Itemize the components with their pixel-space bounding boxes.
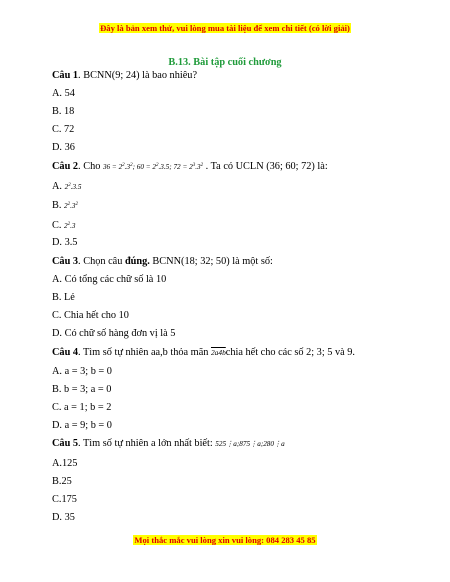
section-title: B.13. Bài tập cuối chương: [168, 57, 282, 68]
q4-option-d: D. a = 9; b = 0: [52, 420, 112, 431]
q1-option-d: D. 36: [52, 142, 75, 153]
q2-option-c: C. $2^2.3$: [52, 220, 76, 231]
question-1: Câu 1. BCNN(9; 24) là bao nhiêu?: [52, 70, 198, 81]
q5-option-d: D. 35: [52, 512, 75, 523]
q3-option-d: D. Có chữ số hàng đơn vị là 5: [52, 328, 176, 339]
preview-notice-banner: Đây là bản xem thử, vui lòng mua tài liệu để xem chi tiết (có lời giải): [100, 23, 350, 33]
question-3: Câu 3. Chọn câu đúng. BCNN(18; 32; 50) là một số:: [52, 256, 273, 267]
q4-number-overline: 2a4b: [210, 348, 226, 357]
question-5: Câu 5. Tìm số tự nhiên a lớn nhất biết: 525⋮a;875⋮a;280⋮a: [52, 438, 285, 449]
q4-option-a: A. a = 3; b = 0: [52, 366, 112, 377]
q3-option-b: B. Lẻ: [52, 292, 75, 303]
q2-formula: $36 = 2^2.3^2$; $60 = 2^2.3.5$; $72 = 2^3.3^2$: [102, 163, 204, 171]
q2-option-d: D. 3.5: [52, 237, 78, 248]
q2-option-b: B. $2^2.3^2$: [52, 200, 79, 211]
q1-option-a: A. 54: [52, 88, 75, 99]
q1-option-c: C. 72: [52, 124, 75, 135]
q5-option-a: A.125: [52, 458, 78, 469]
contact-banner: Mọi thắc mắc vui lòng xin vui lòng: 084 283 45 85: [134, 535, 316, 545]
question-4: Câu 4. Tìm số tự nhiên aa,b thỏa mãn 2a4bchia hết cho các số 2; 3; 5 và 9.: [52, 347, 356, 358]
q2-option-a: A. $2^2.3.5$: [52, 181, 82, 192]
q5-formula: 525⋮a;875⋮a;280⋮a: [215, 440, 285, 448]
question-2: Câu 2. Cho $36 = 2^2.3^2$; $60 = 2^2.3.5$; $72 = 2^3.3^2$ . Ta có UCLN (36; 60; 72) là:: [52, 161, 328, 172]
q1-option-b: B. 18: [52, 106, 75, 117]
q4-option-b: B. b = 3; a = 0: [52, 384, 112, 395]
q5-option-c: C.175: [52, 494, 77, 505]
q5-option-b: B.25: [52, 476, 72, 487]
q4-option-c: C. a = 1; b = 2: [52, 402, 112, 413]
q3-option-a: A. Có tổng các chữ số là 10: [52, 274, 167, 285]
q3-option-c: C. Chia hết cho 10: [52, 310, 129, 321]
